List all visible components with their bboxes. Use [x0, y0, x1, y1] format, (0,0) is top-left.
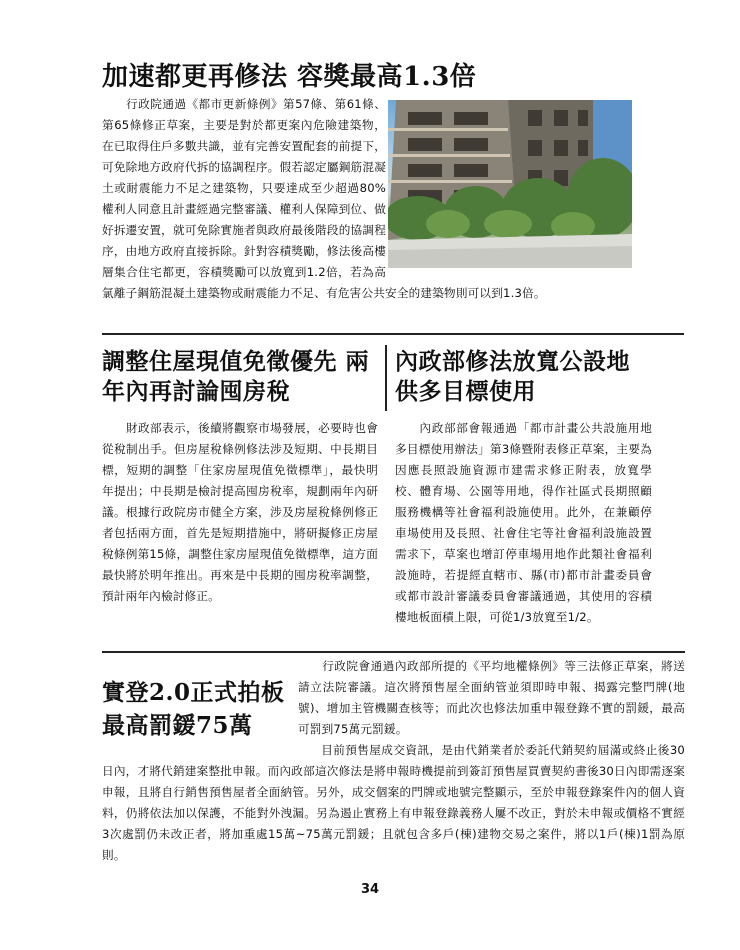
article4-paragraph-2: 目前預售屋成交資訊，是由代銷業者於委託代銷契約屆滿或終止後30日內，才將代銷建案整批申報。而內政部這次修法是將申報時機提前到簽訂預售屋買賣契約書後30日內即需逐案申報，且將自行銷售預售屋者全面納管。另外，成交個案的門牌或地號完整顯示，至於申報登錄案件內的個人資料，仍將依法加以保護，不能對外洩漏。另為遏止實務上有申報登錄義務人屢不改正，對於未申報或價格不實經3次處罰仍未改正者，將加重處15萬~75萬元罰鍰；且就包含多戶(棟)建物交易之案件，將以1戶(棟)1罰為原則。: [102, 743, 685, 862]
article3-body: 內政部部會報通過「都市計畫公共設施用地多目標使用辦法」第3條暨附表修正草案，主要為因應長照設施資源市建需求修正附表，放寬學校、體育場、公園等用地，得作社區式長期照顧服務機構等社會福利設施使用。此外，在兼顧停車場使用及長照、社會住宅等社會福利設施設置需求下，草案也增訂停車場用地作此類社會福利設施時，若提經直轄市、縣(市)都市計畫委員會或都市設計審議委員會審議通過，其使用的容積樓地板面積上限，可從1/3放寬至1/2。: [395, 421, 652, 624]
section-divider-bottom: [102, 651, 685, 653]
article3-headline: 內政部修法放寬公設地供多目標使用: [395, 348, 630, 405]
section-divider: [102, 333, 684, 335]
article2-body: 財政部表示，後續將觀察市場發展，必要時也會從稅制出手。但房屋稅條例修法涉及短期、中長期目標，短期的調整「住家房屋現值免徵標準」，最快明年提出；中長期是檢討提高囤房稅率，規劃兩年內研議。根據行政院房市健全方案，涉及房屋稅條例修正者包括兩方面，首先是短期措施中，將研擬修正房屋稅條例第15條，調整住家房屋現值免徵標準，這方面最快將於明年推出。再來是中長期的囤房稅率調整，預計兩年內檢討修正。: [102, 421, 378, 603]
article4-headline: 實登2.0正式拍板 最高罰鍰75萬: [102, 679, 285, 739]
page-number: 34: [360, 882, 380, 897]
building-photo-illustration: [388, 100, 632, 268]
column-divider: [385, 345, 387, 411]
article1-headline: 加速都更再修法 容獎最高1.3倍: [102, 62, 477, 92]
article2-headline: 調整住屋現值免徵優先 兩年內再討論囤房稅: [102, 348, 370, 405]
building-photo: [388, 100, 632, 268]
article4-paragraph-1: 行政院會通過內政部所提的《平均地權條例》等三法修正草案，將送請立法院審議。這次將預售屋全面納管並須即時申報、揭露完整門牌(地號)、增加主管機關查核等；而此次也修法加重申報登錄不實的罰鍰，最高可罰到75萬元罰鍰。: [298, 659, 685, 736]
article1-body-text: 行政院通過《都市更新條例》第57條、第61條、第65條修正草案，主要是對於都更案內危險建築物，在已取得住戶多數共識，並有完善安置配套的前提下，可免除地方政府代拆的協調程序。假若認定屬鋼筋混凝土或耐震能力不足之建築物，只要達成至少超過80%權利人同意且計畫經過完整審議、權利人保障到位、做好拆遷安置，就可免除實施者與政府最後階段的協調程序，由地方政府直接拆除。針對容積獎勵，修法後高樓層集合住宅都更，容積獎勵可以放寬到1.2倍，若為高氯離子鋼筋混凝土建築物或耐震能力不足、有危害公共安全的建築物則可以到1.3倍。: [102, 97, 546, 300]
